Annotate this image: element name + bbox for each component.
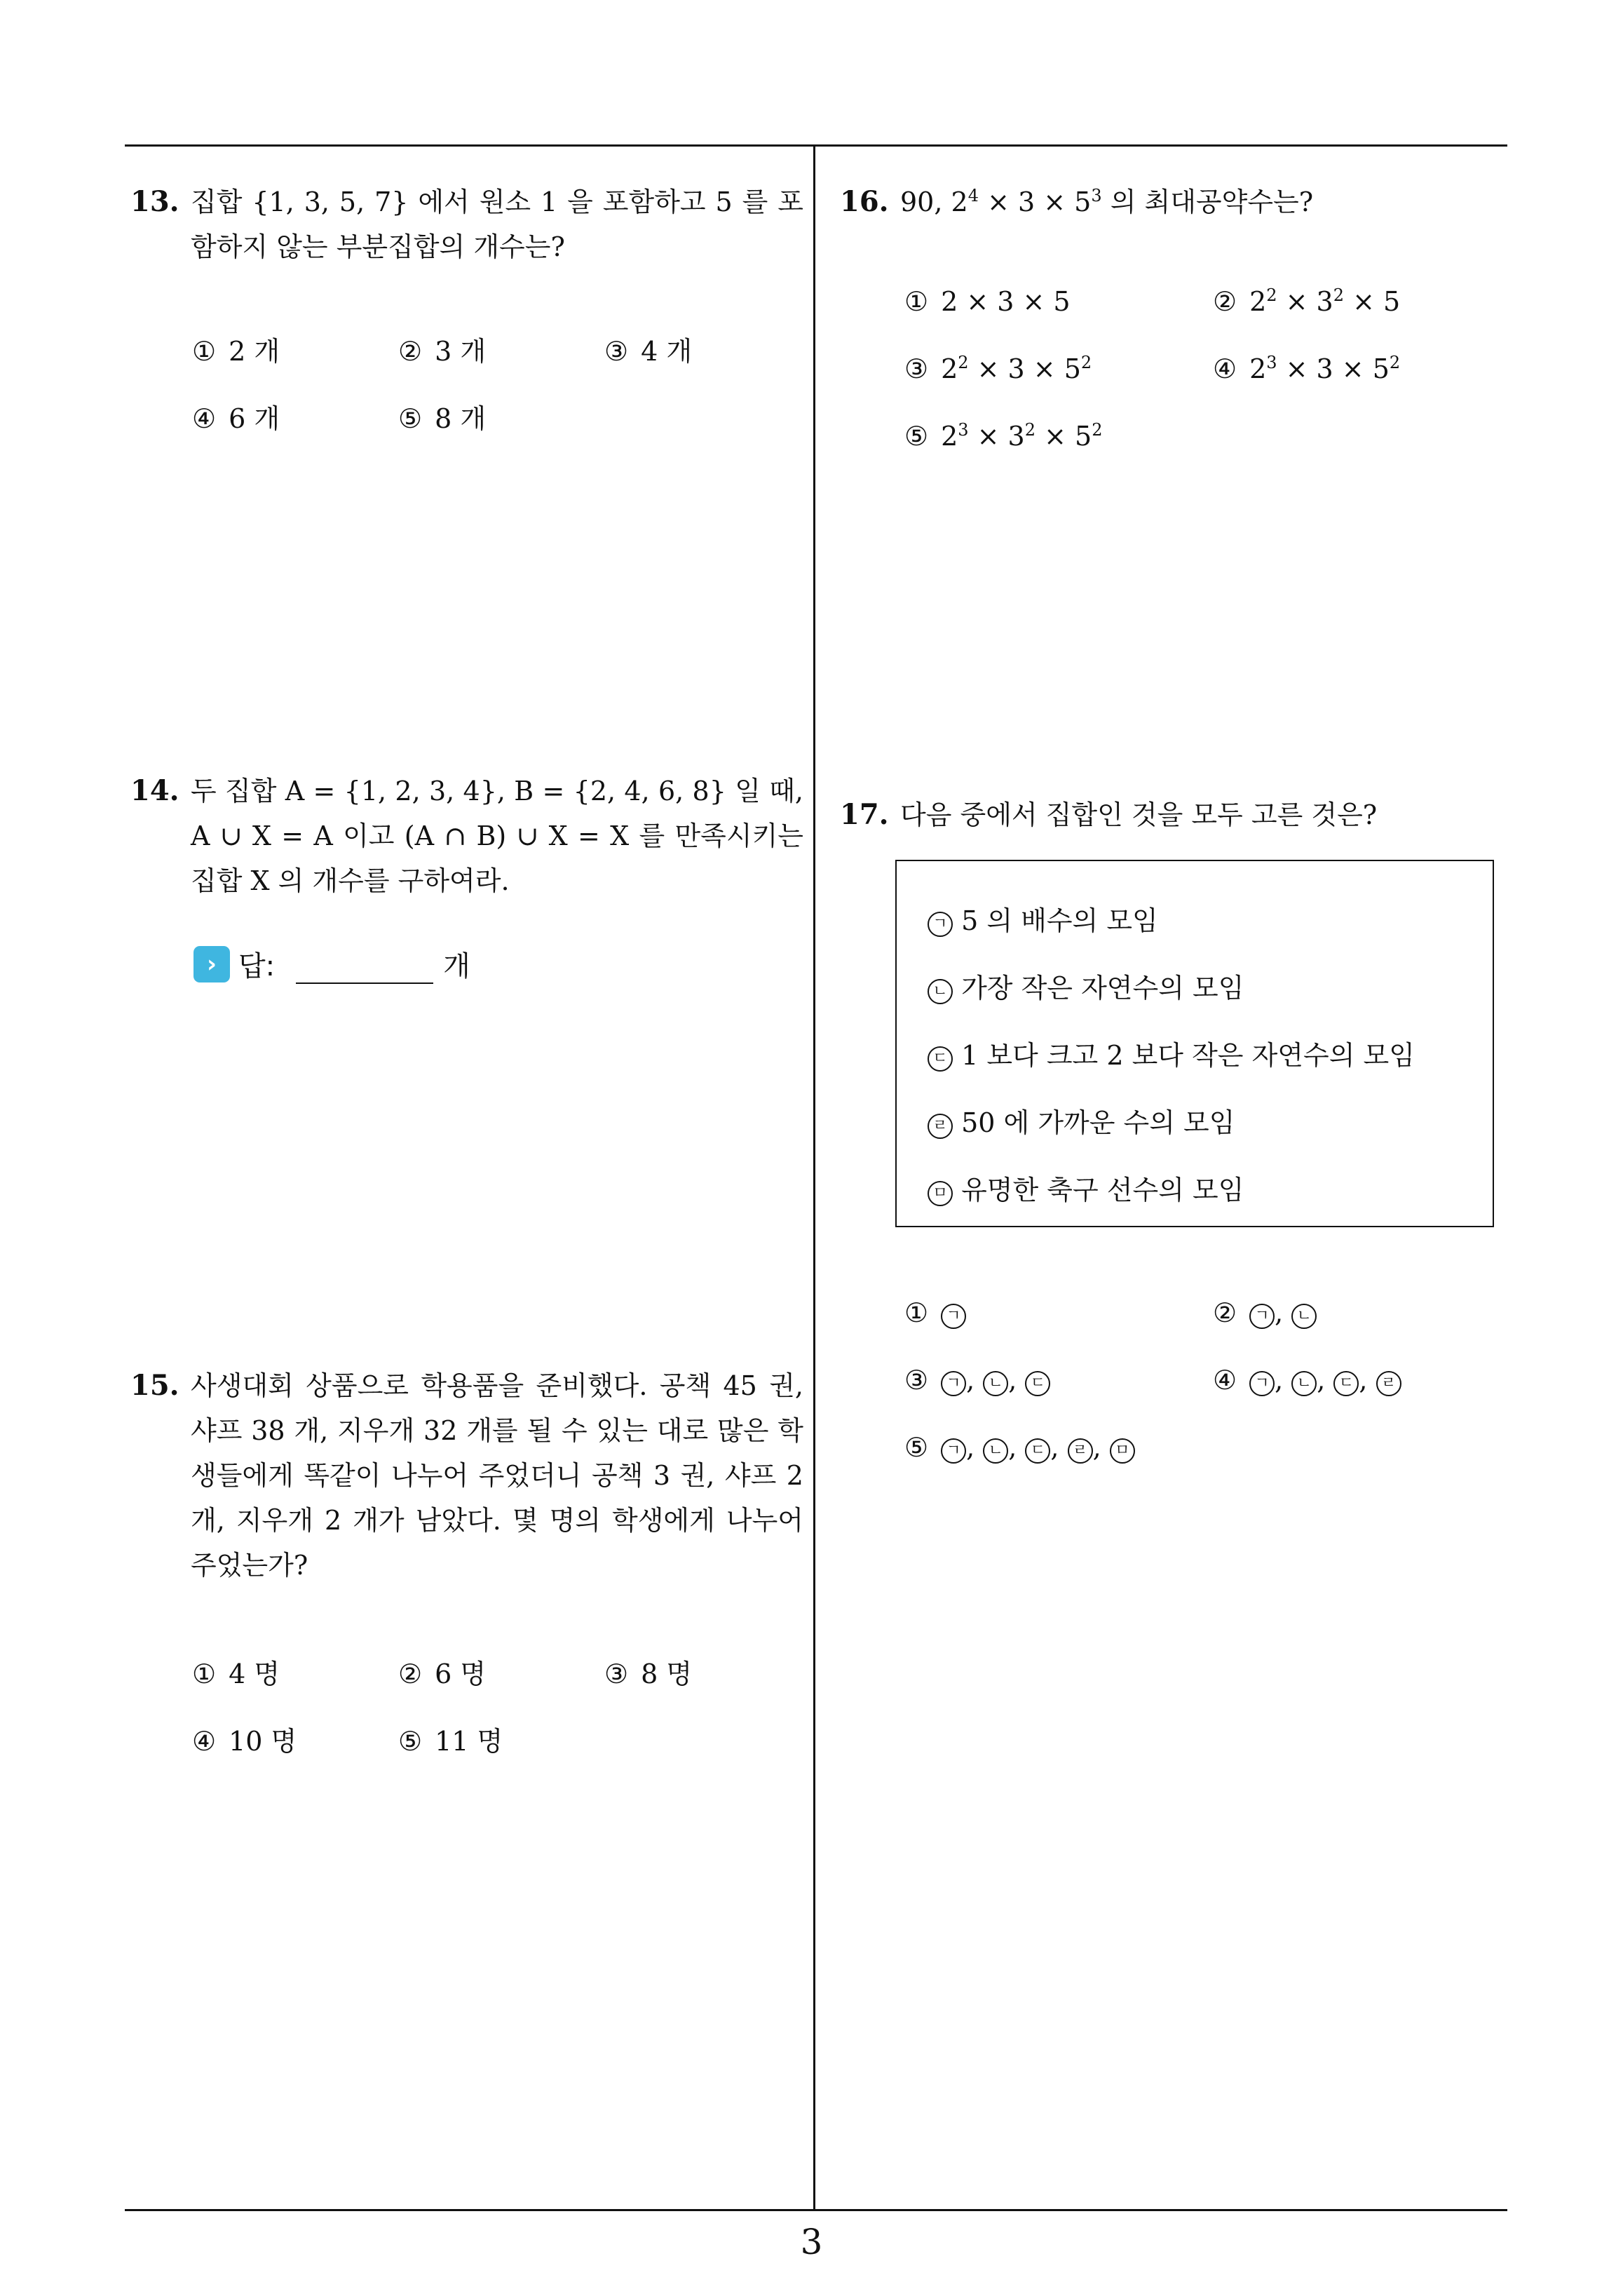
- choice-17-2[interactable]: ② ㄱ , ㄴ: [1213, 1297, 1317, 1329]
- choice-15-4[interactable]: ④ 10 명: [192, 1726, 297, 1757]
- question-text: 90, $2^4 \times 3 \times 5^3$ 의 최대공약수는?: [900, 186, 1314, 217]
- question-number: 16.: [840, 185, 889, 218]
- choice-15-2[interactable]: ② 6 명: [398, 1659, 487, 1689]
- question-14: [130, 769, 803, 903]
- circled-marker: ㄱ: [928, 912, 953, 937]
- choice-17-4[interactable]: ④ ㄱ , ㄴ , ㄷ , ㄹ: [1213, 1365, 1401, 1396]
- choice-16-3[interactable]: ③ $2^2 \times 3 \times 5^2$: [904, 353, 1092, 384]
- choice-15-1[interactable]: ① 4 명: [192, 1659, 280, 1689]
- statement-item: ㅁ 유명한 축구 선수의 모임: [928, 1168, 1244, 1207]
- choice-16-5[interactable]: ⑤ $2^3 \times 3^2 \times 5^2$: [904, 420, 1103, 452]
- answer-blank[interactable]: [296, 952, 433, 984]
- statement-box: [895, 860, 1494, 1227]
- question-16: [840, 180, 1499, 224]
- choice-13-2[interactable]: ② 3 개: [398, 336, 487, 367]
- question-13: [130, 180, 803, 269]
- choice-13-5[interactable]: ⑤ 8 개: [398, 403, 487, 434]
- circled-marker: ㄹ: [928, 1114, 953, 1139]
- question-number: 15.: [130, 1369, 179, 1402]
- choice-15-5[interactable]: ⑤ 11 명: [398, 1726, 503, 1757]
- choice-15-3[interactable]: ③ 8 명: [604, 1659, 693, 1689]
- choice-17-1[interactable]: ① ㄱ: [904, 1297, 966, 1329]
- choice-16-2[interactable]: ② $2^2 \times 3^2 \times 5$: [1213, 285, 1401, 317]
- question-17: [840, 792, 1499, 837]
- statement-item: ㄷ 1 보다 크고 2 보다 작은 자연수의 모임: [928, 1034, 1415, 1072]
- bottom-rule: [125, 2209, 1507, 2211]
- choice-16-1[interactable]: ① 2 × 3 × 5: [904, 286, 1071, 317]
- question-text: 두 집합 A = {1, 2, 3, 4}, B = {2, 4, 6, 8} 일 때, A ∪ X = A 이고 (A ∩ B) ∪ X = X 를 만족시키는 집합 X 의 개수를 구하여라.: [191, 776, 803, 896]
- choice-17-3[interactable]: ③ ㄱ , ㄴ , ㄷ: [904, 1365, 1050, 1396]
- question-15: [130, 1363, 803, 1588]
- answer-row-14: [193, 944, 470, 984]
- statement-item: ㄴ 가장 작은 자연수의 모임: [928, 966, 1244, 1005]
- question-number: 13.: [130, 185, 179, 218]
- question-text: 다음 중에서 집합인 것을 모두 고른 것은?: [900, 799, 1378, 830]
- circled-marker: ㄴ: [928, 979, 953, 1004]
- statement-item: ㄱ 5 의 배수의 모임: [928, 899, 1158, 938]
- page-number: 3: [800, 2222, 823, 2262]
- question-text: 사생대회 상품으로 학용품을 준비했다. 공책 45 권, 샤프 38 개, 지우개 32 개를 될 수 있는 대로 많은 학생들에게 똑같이 나누어 주었더니 공책 3 권, 샤프 2 개, 지우개 2 개가 남았다. 몇 명의 학생에게 나누어 주었는가?: [191, 1370, 803, 1581]
- arrow-right-icon: ›: [193, 946, 230, 982]
- question-text: 집합 {1, 3, 5, 7} 에서 원소 1 을 포함하고 5 를 포함하지 않는 부분집합의 개수는?: [191, 187, 803, 262]
- column-divider: [813, 144, 815, 2211]
- answer-label: 답:: [238, 950, 276, 982]
- choice-13-1[interactable]: ① 2 개: [192, 336, 280, 367]
- question-number: 17.: [840, 798, 889, 831]
- choice-13-4[interactable]: ④ 6 개: [192, 403, 280, 434]
- top-rule: [125, 144, 1507, 147]
- answer-unit: 개: [443, 950, 470, 982]
- circled-marker: ㅁ: [928, 1181, 953, 1206]
- circled-marker: ㄷ: [928, 1046, 953, 1072]
- choice-17-5[interactable]: ⑤ ㄱ , ㄴ , ㄷ , ㄹ , ㅁ: [904, 1432, 1135, 1464]
- choice-16-4[interactable]: ④ $2^3 \times 3 \times 5^2$: [1213, 353, 1401, 384]
- statement-item: ㄹ 50 에 가까운 수의 모임: [928, 1101, 1235, 1140]
- choice-13-3[interactable]: ③ 4 개: [604, 336, 693, 367]
- question-number: 14.: [130, 774, 179, 807]
